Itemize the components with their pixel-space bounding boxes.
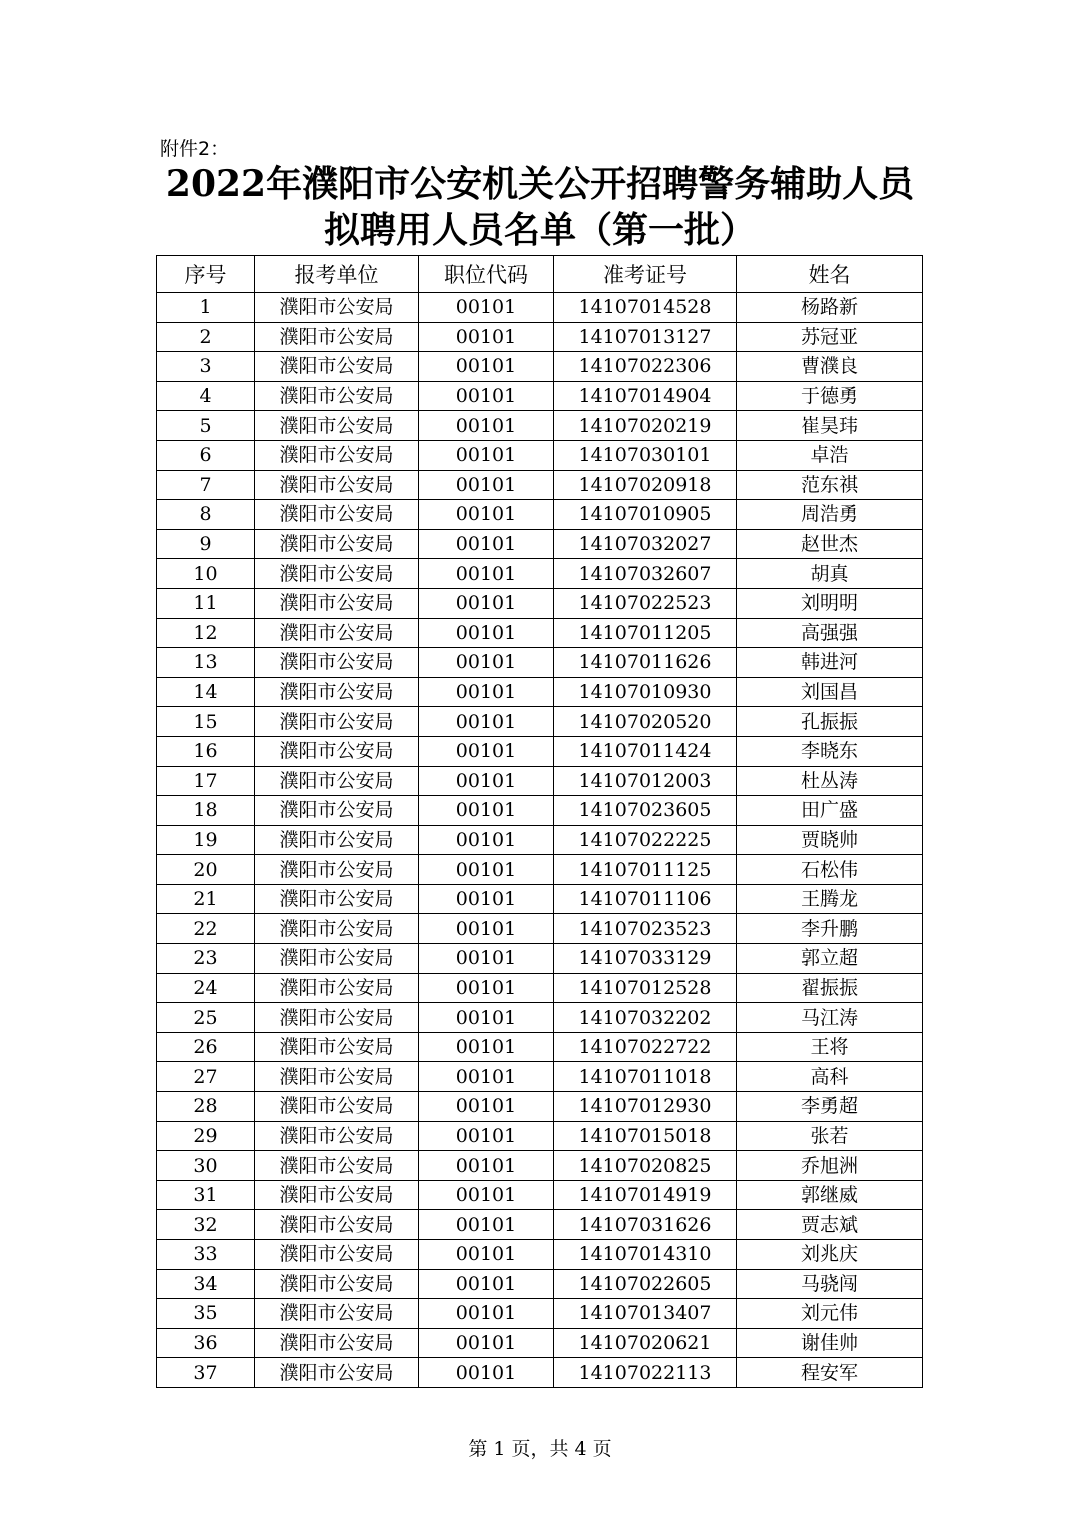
row-name: 乔旭洲	[737, 1151, 923, 1181]
table-row	[157, 855, 923, 885]
table-row	[157, 973, 923, 1003]
row-position-code: 00101	[419, 293, 554, 323]
row-position-code: 00101	[419, 677, 554, 707]
row-unit: 濮阳市公安局	[255, 618, 419, 648]
table-row	[157, 766, 923, 796]
row-unit: 濮阳市公安局	[255, 855, 419, 885]
row-name: 杜丛涛	[737, 766, 923, 796]
row-exam-id: 14107020219	[554, 411, 737, 441]
row-exam-id: 14107033129	[554, 944, 737, 974]
row-position-code: 00101	[419, 914, 554, 944]
table-row	[157, 944, 923, 974]
row-position-code: 00101	[419, 766, 554, 796]
row-unit: 濮阳市公安局	[255, 1269, 419, 1299]
table-row	[157, 322, 923, 352]
row-position-code: 00101	[419, 855, 554, 885]
row-index: 7	[157, 470, 255, 500]
table-header-row	[157, 256, 923, 293]
row-unit: 濮阳市公安局	[255, 1358, 419, 1388]
row-index: 36	[157, 1328, 255, 1358]
row-position-code: 00101	[419, 470, 554, 500]
row-unit: 濮阳市公安局	[255, 884, 419, 914]
row-exam-id: 14107022113	[554, 1358, 737, 1388]
row-index: 2	[157, 322, 255, 352]
row-exam-id: 14107020520	[554, 707, 737, 737]
row-name: 赵世杰	[737, 529, 923, 559]
page-title: 2022年濮阳市公安机关公开招聘警务辅助人员	[165, 163, 915, 205]
row-exam-id: 14107023523	[554, 914, 737, 944]
table-row	[157, 618, 923, 648]
row-name: 李勇超	[737, 1092, 923, 1122]
header-index: 序号	[157, 256, 255, 293]
header-position-code: 职位代码	[419, 256, 554, 293]
row-position-code: 00101	[419, 884, 554, 914]
row-exam-id: 14107022523	[554, 588, 737, 618]
row-name: 刘国昌	[737, 677, 923, 707]
row-unit: 濮阳市公安局	[255, 1299, 419, 1329]
attachment-label: 附件2：	[160, 138, 230, 160]
row-name: 田广盛	[737, 796, 923, 826]
table-row	[157, 1299, 923, 1329]
row-index: 3	[157, 352, 255, 382]
table-row	[157, 529, 923, 559]
row-name: 苏冠亚	[737, 322, 923, 352]
row-name: 贾志斌	[737, 1210, 923, 1240]
row-position-code: 00101	[419, 1240, 554, 1270]
row-index: 23	[157, 944, 255, 974]
row-unit: 濮阳市公安局	[255, 944, 419, 974]
row-index: 18	[157, 796, 255, 826]
row-unit: 濮阳市公安局	[255, 322, 419, 352]
row-name: 王将	[737, 1032, 923, 1062]
row-position-code: 00101	[419, 1269, 554, 1299]
row-exam-id: 14107011106	[554, 884, 737, 914]
row-exam-id: 14107032202	[554, 1003, 737, 1033]
row-name: 范东祺	[737, 470, 923, 500]
row-position-code: 00101	[419, 1092, 554, 1122]
table-row	[157, 1358, 923, 1388]
page-subtitle: 拟聘用人员名单（第一批）	[323, 209, 756, 251]
row-exam-id: 14107022605	[554, 1269, 737, 1299]
row-index: 33	[157, 1240, 255, 1270]
row-name: 石松伟	[737, 855, 923, 885]
row-unit: 濮阳市公安局	[255, 1210, 419, 1240]
row-exam-id: 14107030101	[554, 440, 737, 470]
row-name: 韩进河	[737, 648, 923, 678]
row-exam-id: 14107022306	[554, 352, 737, 382]
table-row	[157, 1240, 923, 1270]
row-name: 郭立超	[737, 944, 923, 974]
row-position-code: 00101	[419, 529, 554, 559]
row-name: 李升鹏	[737, 914, 923, 944]
row-exam-id: 14107010905	[554, 500, 737, 530]
row-index: 13	[157, 648, 255, 678]
row-position-code: 00101	[419, 440, 554, 470]
row-index: 28	[157, 1092, 255, 1122]
row-unit: 濮阳市公安局	[255, 1062, 419, 1092]
row-exam-id: 14107010930	[554, 677, 737, 707]
row-exam-id: 14107022225	[554, 825, 737, 855]
table-row	[157, 381, 923, 411]
row-name: 于德勇	[737, 381, 923, 411]
row-index: 37	[157, 1358, 255, 1388]
row-index: 35	[157, 1299, 255, 1329]
table-row	[157, 293, 923, 323]
row-name: 李晓东	[737, 736, 923, 766]
row-exam-id: 14107014919	[554, 1180, 737, 1210]
row-name: 刘元伟	[737, 1299, 923, 1329]
table-row	[157, 1269, 923, 1299]
row-position-code: 00101	[419, 1358, 554, 1388]
row-exam-id: 14107032027	[554, 529, 737, 559]
row-name: 刘兆庆	[737, 1240, 923, 1270]
header-name: 姓名	[737, 256, 923, 293]
row-name: 杨路新	[737, 293, 923, 323]
row-unit: 濮阳市公安局	[255, 677, 419, 707]
row-index: 20	[157, 855, 255, 885]
table-body	[157, 293, 923, 1388]
row-unit: 濮阳市公安局	[255, 352, 419, 382]
row-exam-id: 14107020825	[554, 1151, 737, 1181]
header-exam-id: 准考证号	[554, 256, 737, 293]
table-row	[157, 648, 923, 678]
row-exam-id: 14107011424	[554, 736, 737, 766]
row-exam-id: 14107011125	[554, 855, 737, 885]
table-row	[157, 736, 923, 766]
table-row	[157, 1032, 923, 1062]
row-unit: 濮阳市公安局	[255, 796, 419, 826]
row-index: 29	[157, 1121, 255, 1151]
table-row	[157, 1180, 923, 1210]
row-exam-id: 14107011018	[554, 1062, 737, 1092]
table-row	[157, 707, 923, 737]
row-index: 21	[157, 884, 255, 914]
table-row	[157, 1092, 923, 1122]
row-name: 高强强	[737, 618, 923, 648]
table-row	[157, 884, 923, 914]
row-position-code: 00101	[419, 411, 554, 441]
row-index: 30	[157, 1151, 255, 1181]
row-position-code: 00101	[419, 588, 554, 618]
table-row	[157, 588, 923, 618]
row-unit: 濮阳市公安局	[255, 440, 419, 470]
table-row	[157, 470, 923, 500]
row-unit: 濮阳市公安局	[255, 1003, 419, 1033]
row-unit: 濮阳市公安局	[255, 293, 419, 323]
row-position-code: 00101	[419, 500, 554, 530]
row-position-code: 00101	[419, 973, 554, 1003]
row-position-code: 00101	[419, 796, 554, 826]
row-position-code: 00101	[419, 559, 554, 589]
row-name: 崔昊玮	[737, 411, 923, 441]
row-position-code: 00101	[419, 352, 554, 382]
row-exam-id: 14107011205	[554, 618, 737, 648]
row-index: 16	[157, 736, 255, 766]
row-name: 马江涛	[737, 1003, 923, 1033]
row-unit: 濮阳市公安局	[255, 1328, 419, 1358]
row-name: 刘明明	[737, 588, 923, 618]
row-exam-id: 14107012528	[554, 973, 737, 1003]
row-exam-id: 14107014904	[554, 381, 737, 411]
row-unit: 濮阳市公安局	[255, 736, 419, 766]
row-index: 17	[157, 766, 255, 796]
row-position-code: 00101	[419, 1151, 554, 1181]
row-index: 6	[157, 440, 255, 470]
row-unit: 濮阳市公安局	[255, 1151, 419, 1181]
row-position-code: 00101	[419, 381, 554, 411]
table-row	[157, 440, 923, 470]
row-name: 马骁闯	[737, 1269, 923, 1299]
row-unit: 濮阳市公安局	[255, 470, 419, 500]
row-unit: 濮阳市公安局	[255, 588, 419, 618]
row-index: 14	[157, 677, 255, 707]
row-unit: 濮阳市公安局	[255, 648, 419, 678]
table-row	[157, 914, 923, 944]
table-row	[157, 1151, 923, 1181]
page-footer: 第 1 页，共 4 页	[468, 1438, 612, 1460]
row-position-code: 00101	[419, 1032, 554, 1062]
row-unit: 濮阳市公安局	[255, 381, 419, 411]
table-row	[157, 559, 923, 589]
row-unit: 濮阳市公安局	[255, 1032, 419, 1062]
row-exam-id: 14107013127	[554, 322, 737, 352]
row-unit: 濮阳市公安局	[255, 411, 419, 441]
row-position-code: 00101	[419, 1062, 554, 1092]
row-position-code: 00101	[419, 1299, 554, 1329]
row-index: 22	[157, 914, 255, 944]
table-row	[157, 1328, 923, 1358]
row-exam-id: 14107020918	[554, 470, 737, 500]
row-exam-id: 14107015018	[554, 1121, 737, 1151]
table-row	[157, 796, 923, 826]
row-exam-id: 14107011626	[554, 648, 737, 678]
row-name: 张若	[737, 1121, 923, 1151]
row-index: 26	[157, 1032, 255, 1062]
row-position-code: 00101	[419, 944, 554, 974]
table-row	[157, 411, 923, 441]
row-exam-id: 14107023605	[554, 796, 737, 826]
table-row	[157, 825, 923, 855]
table-row	[157, 352, 923, 382]
row-position-code: 00101	[419, 1003, 554, 1033]
row-index: 32	[157, 1210, 255, 1240]
row-unit: 濮阳市公安局	[255, 825, 419, 855]
row-index: 11	[157, 588, 255, 618]
row-unit: 濮阳市公安局	[255, 559, 419, 589]
row-name: 谢佳帅	[737, 1328, 923, 1358]
table-row	[157, 1210, 923, 1240]
row-name: 周浩勇	[737, 500, 923, 530]
row-unit: 濮阳市公安局	[255, 1180, 419, 1210]
row-index: 19	[157, 825, 255, 855]
row-index: 34	[157, 1269, 255, 1299]
row-name: 贾晓帅	[737, 825, 923, 855]
table-row	[157, 500, 923, 530]
row-index: 27	[157, 1062, 255, 1092]
row-unit: 濮阳市公安局	[255, 766, 419, 796]
row-position-code: 00101	[419, 618, 554, 648]
table-row	[157, 1121, 923, 1151]
row-exam-id: 14107031626	[554, 1210, 737, 1240]
row-index: 9	[157, 529, 255, 559]
row-position-code: 00101	[419, 648, 554, 678]
row-unit: 濮阳市公安局	[255, 1092, 419, 1122]
header-unit: 报考单位	[255, 256, 419, 293]
row-unit: 濮阳市公安局	[255, 1121, 419, 1151]
row-index: 12	[157, 618, 255, 648]
row-unit: 濮阳市公安局	[255, 1240, 419, 1270]
row-position-code: 00101	[419, 1121, 554, 1151]
row-name: 王腾龙	[737, 884, 923, 914]
row-index: 25	[157, 1003, 255, 1033]
row-exam-id: 14107014310	[554, 1240, 737, 1270]
row-position-code: 00101	[419, 1210, 554, 1240]
row-exam-id: 14107022722	[554, 1032, 737, 1062]
row-index: 10	[157, 559, 255, 589]
row-position-code: 00101	[419, 322, 554, 352]
row-unit: 濮阳市公安局	[255, 500, 419, 530]
row-index: 8	[157, 500, 255, 530]
table-row	[157, 1003, 923, 1033]
table-row	[157, 1062, 923, 1092]
row-exam-id: 14107012930	[554, 1092, 737, 1122]
row-position-code: 00101	[419, 736, 554, 766]
row-name: 高科	[737, 1062, 923, 1092]
row-position-code: 00101	[419, 825, 554, 855]
row-name: 程安军	[737, 1358, 923, 1388]
row-unit: 濮阳市公安局	[255, 707, 419, 737]
row-position-code: 00101	[419, 1180, 554, 1210]
row-name: 郭继威	[737, 1180, 923, 1210]
row-index: 31	[157, 1180, 255, 1210]
row-position-code: 00101	[419, 1328, 554, 1358]
row-index: 15	[157, 707, 255, 737]
row-name: 胡真	[737, 559, 923, 589]
row-name: 翟振振	[737, 973, 923, 1003]
row-index: 1	[157, 293, 255, 323]
row-name: 卓浩	[737, 440, 923, 470]
row-name: 孔振振	[737, 707, 923, 737]
row-position-code: 00101	[419, 707, 554, 737]
table-row	[157, 677, 923, 707]
row-index: 24	[157, 973, 255, 1003]
hire-list-table	[156, 255, 923, 1388]
row-unit: 濮阳市公安局	[255, 529, 419, 559]
row-exam-id: 14107013407	[554, 1299, 737, 1329]
row-unit: 濮阳市公安局	[255, 914, 419, 944]
row-exam-id: 14107032607	[554, 559, 737, 589]
row-index: 5	[157, 411, 255, 441]
row-unit: 濮阳市公安局	[255, 973, 419, 1003]
row-index: 4	[157, 381, 255, 411]
row-exam-id: 14107020621	[554, 1328, 737, 1358]
row-exam-id: 14107012003	[554, 766, 737, 796]
row-name: 曹濮良	[737, 352, 923, 382]
row-exam-id: 14107014528	[554, 293, 737, 323]
